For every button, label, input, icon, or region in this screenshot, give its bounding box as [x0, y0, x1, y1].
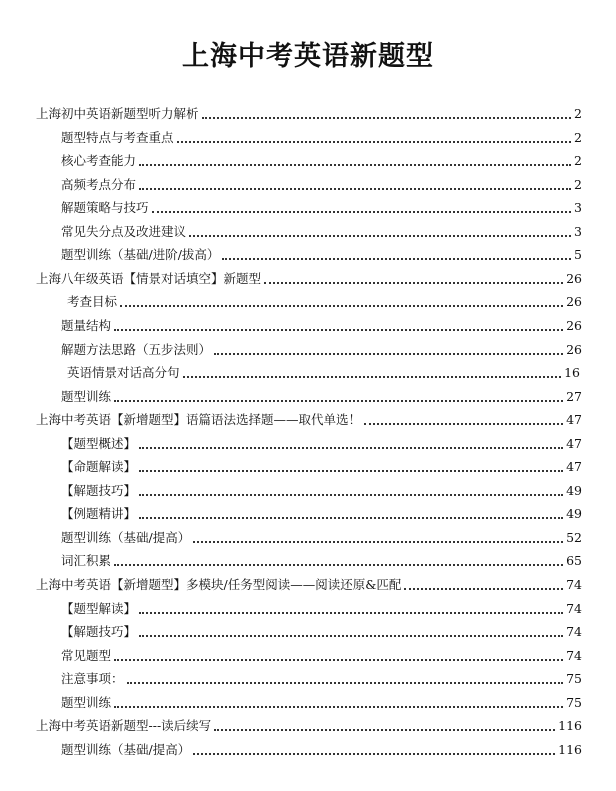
toc-page-number: 26	[566, 317, 582, 333]
toc-page-number: 49	[566, 482, 582, 498]
toc-entry-label: 题型特点与考查重点	[61, 129, 174, 145]
toc-dot-leader	[139, 164, 571, 166]
toc-entry-label: 题型训练	[61, 388, 112, 404]
toc-dot-leader	[404, 588, 563, 590]
toc-entry[interactable]	[61, 198, 582, 218]
toc-entry-label: 上海初中英语新题型听力解析	[36, 106, 199, 121]
toc-entry-label: 解题策略与技巧	[61, 200, 149, 216]
toc-entry[interactable]	[61, 128, 582, 148]
toc-entry[interactable]	[61, 528, 582, 548]
toc-page-number: 52	[566, 529, 582, 545]
toc-dot-leader	[222, 258, 571, 260]
toc-entry[interactable]	[36, 716, 582, 736]
toc-page-number: 2	[574, 106, 582, 121]
toc-entry-label: 【命题解读】	[61, 459, 137, 475]
toc-dot-leader	[114, 329, 563, 331]
toc-entry-label: 词汇积累	[61, 553, 112, 569]
toc-page-number: 26	[566, 270, 582, 286]
toc-entry-label: 【题型解读】	[61, 600, 137, 616]
toc-entry[interactable]	[61, 599, 582, 619]
toc-entry-label: 注意事项：	[61, 671, 124, 687]
toc-entry-label: 上海中考英语【新增题型】多模块/任务型阅读——阅读还原&匹配	[36, 577, 402, 592]
toc-entry[interactable]	[61, 222, 582, 242]
toc-entry-label: 题型训练（基础/进阶/拔高）	[61, 247, 220, 263]
toc-entry-label: 题型训练（基础/提高）	[61, 741, 191, 757]
toc-page-number: 47	[566, 435, 582, 451]
toc-page-number: 74	[566, 577, 582, 592]
toc-entry-label: 常见失分点及改进建议	[61, 223, 187, 239]
toc-page-number: 27	[566, 388, 582, 404]
toc-entry[interactable]	[61, 175, 582, 195]
toc-dot-leader	[139, 612, 563, 614]
toc-entry[interactable]	[36, 269, 582, 289]
toc-entry[interactable]	[61, 457, 582, 477]
toc-entry[interactable]	[36, 410, 582, 430]
toc-entry-label: 解题方法思路（五步法则）	[61, 341, 212, 357]
toc-page-number: 2	[574, 153, 582, 169]
toc-dot-leader	[214, 729, 555, 731]
toc-entry[interactable]	[61, 551, 582, 571]
toc-entry[interactable]	[36, 104, 582, 124]
toc-dot-leader	[152, 211, 572, 213]
toc-dot-leader	[193, 541, 563, 543]
toc-page-number: 26	[566, 294, 582, 310]
toc-dot-leader	[189, 235, 571, 237]
toc-page-number: 2	[574, 176, 582, 192]
toc-entry-label: 题量结构	[61, 317, 112, 333]
toc-entry-label: 【例题精讲】	[61, 506, 137, 522]
toc-entry-label: 【题型概述】	[61, 435, 137, 451]
toc-dot-leader	[139, 517, 563, 519]
toc-entry[interactable]	[61, 316, 582, 336]
toc-entry[interactable]	[61, 740, 582, 760]
toc-page-number: 75	[566, 671, 582, 687]
toc-dot-leader	[114, 659, 563, 661]
toc-dot-leader	[139, 635, 563, 637]
toc-entry[interactable]	[61, 481, 582, 501]
toc-page-number: 74	[566, 600, 582, 616]
toc-dot-leader	[183, 376, 562, 378]
toc-page-number: 3	[574, 223, 582, 239]
toc-entry-label: 上海中考英语新题型---读后续写	[36, 718, 212, 734]
toc-entry-label: 英语情景对话高分句	[67, 365, 180, 381]
toc-dot-leader	[114, 706, 563, 708]
toc-page-number: 49	[566, 506, 582, 522]
toc-entry[interactable]	[61, 622, 582, 642]
toc-entry-label: 考查目标	[67, 294, 118, 310]
toc-dot-leader	[264, 282, 563, 284]
toc-page-number: 47	[566, 412, 582, 428]
toc-page-number: 47	[566, 459, 582, 475]
toc-entry[interactable]	[61, 151, 582, 171]
toc-entry-label: 核心考查能力	[61, 153, 137, 169]
toc-page-number: 5	[574, 247, 582, 263]
toc-dot-leader	[214, 353, 563, 355]
toc-entry[interactable]	[61, 646, 582, 666]
toc-dot-leader	[120, 305, 563, 307]
toc-page-number: 16	[564, 365, 580, 381]
toc-dot-leader	[139, 188, 571, 190]
toc-entry[interactable]	[36, 575, 582, 595]
toc-page-number: 26	[566, 341, 582, 357]
toc-entry[interactable]	[61, 292, 582, 312]
toc-page-number: 116	[558, 718, 582, 734]
toc-dot-leader	[177, 141, 572, 143]
toc-page-number: 75	[566, 694, 582, 710]
toc-entry[interactable]	[61, 245, 582, 265]
toc-page-number: 116	[558, 741, 582, 757]
toc-entry[interactable]	[61, 434, 582, 454]
toc-dot-leader	[202, 117, 572, 119]
toc-entry-label: 题型训练	[61, 694, 112, 710]
page-title: 上海中考英语新题型	[182, 41, 434, 72]
toc-entry-label: 【解题技巧】	[61, 482, 137, 498]
toc-entry[interactable]	[61, 363, 580, 383]
toc-entry[interactable]	[61, 693, 582, 713]
toc-dot-leader	[127, 682, 564, 684]
toc-entry-label: 高频考点分布	[61, 176, 137, 192]
toc-dot-leader	[114, 564, 563, 566]
toc-entry-label: 上海中考英语【新增题型】语篇语法选择题——取代单选！	[36, 412, 362, 428]
toc-entry[interactable]	[61, 669, 582, 689]
toc-dot-leader	[114, 400, 563, 402]
toc-dot-leader	[193, 753, 555, 755]
toc-entry[interactable]	[61, 340, 582, 360]
toc-page-number: 3	[574, 200, 582, 216]
toc-dot-leader	[364, 423, 563, 425]
toc-dot-leader	[139, 447, 563, 449]
toc-entry[interactable]	[61, 504, 582, 524]
toc-entry-label: 上海八年级英语【情景对话填空】新题型	[36, 270, 262, 286]
toc-dot-leader	[139, 470, 563, 472]
toc-entry-label: 常见题型	[61, 647, 112, 663]
toc-entry-label: 【解题技巧】	[61, 624, 137, 640]
toc-page-number: 74	[566, 624, 582, 640]
toc-page-number: 65	[566, 553, 582, 569]
toc-dot-leader	[139, 494, 563, 496]
toc-entry[interactable]	[61, 387, 582, 407]
toc-page-number: 74	[566, 647, 582, 663]
toc-entry-label: 题型训练（基础/提高）	[61, 529, 191, 545]
toc-page-number: 2	[574, 129, 582, 145]
